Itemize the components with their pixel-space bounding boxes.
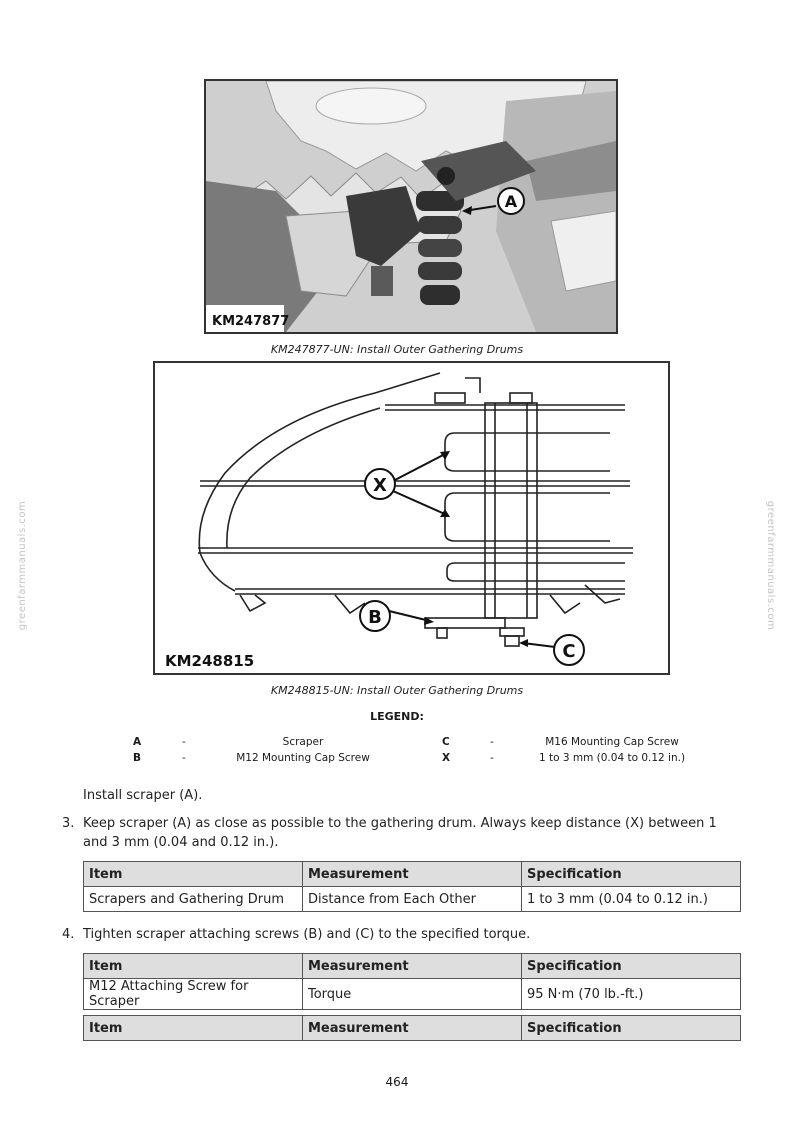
legend-dash: - xyxy=(490,752,494,764)
watermark-right: greenfarmmanuals.com xyxy=(765,500,777,631)
legend-value: 1 to 3 mm (0.04 to 0.12 in.) xyxy=(538,752,686,764)
legend-row xyxy=(120,736,700,752)
table-cell: M12 Attaching Screw for Scraper xyxy=(84,979,303,1010)
spec-table-distance xyxy=(83,861,741,912)
photo-id-label: KM247877 xyxy=(212,314,290,329)
table-header-cell: Item xyxy=(84,954,303,979)
legend-dash: - xyxy=(182,752,186,764)
legend-value: M12 Mounting Cap Screw xyxy=(236,752,370,764)
table-header-cell: Measurement xyxy=(303,862,522,887)
table-cell: Scrapers and Gathering Drum xyxy=(84,887,303,912)
legend-key: B xyxy=(133,752,142,764)
legend-title: LEGEND: xyxy=(370,710,424,723)
table-header-cell: Measurement xyxy=(303,954,522,979)
diagram-id-label: KM248815 xyxy=(165,652,255,670)
legend-dash: - xyxy=(182,736,186,748)
legend-key: X xyxy=(442,752,451,764)
table-cell: Distance from Each Other xyxy=(303,887,522,912)
callout-a: A xyxy=(504,192,518,211)
table-header-cell: Specification xyxy=(522,954,741,979)
callout-b: B xyxy=(368,607,382,628)
table-header-cell: Specification xyxy=(522,1016,741,1041)
legend-key: A xyxy=(133,736,142,748)
table-header-row xyxy=(84,954,741,979)
legend-value: M16 Mounting Cap Screw xyxy=(545,736,679,748)
figure2-caption: KM248815-UN: Install Outer Gathering Drums xyxy=(270,684,524,697)
table-row xyxy=(84,979,741,1010)
callout-x: X xyxy=(373,475,387,496)
photo-install-outer-drum xyxy=(204,79,618,334)
table-cell: Torque xyxy=(303,979,522,1010)
table-header-cell: Measurement xyxy=(303,1016,522,1041)
callout-c: C xyxy=(562,641,576,662)
legend-dash: - xyxy=(490,736,494,748)
legend-table xyxy=(120,736,700,768)
spec-table-torque xyxy=(83,953,741,1010)
table-header-cell: Item xyxy=(84,1016,303,1041)
install-step-text: Install scraper (A). xyxy=(83,788,203,803)
photo-illustration xyxy=(206,81,616,332)
table-row xyxy=(84,887,741,912)
page-number: 464 xyxy=(385,1075,409,1089)
watermark-left: greenfarmmanuals.com xyxy=(17,500,29,631)
spec-table-continued xyxy=(83,1015,741,1041)
diagram-install-outer-drum xyxy=(153,361,670,675)
legend-row xyxy=(120,752,700,768)
figure1-caption: KM247877-UN: Install Outer Gathering Drums xyxy=(270,343,524,356)
step4-text: Tighten scraper attaching screws (B) and (C) to the specified torque. xyxy=(83,927,531,942)
diagram-illustration xyxy=(155,363,668,673)
table-header-cell: Specification xyxy=(522,862,741,887)
table-header-row xyxy=(84,1016,741,1041)
table-cell: 95 N·m (70 lb.-ft.) xyxy=(522,979,741,1010)
table-header-row xyxy=(84,862,741,887)
legend-value: Scraper xyxy=(282,736,324,748)
step3-number: 3. xyxy=(62,816,75,831)
table-header-cell: Item xyxy=(84,862,303,887)
legend-key: C xyxy=(442,736,450,748)
table-cell: 1 to 3 mm (0.04 to 0.12 in.) xyxy=(522,887,741,912)
step4-number: 4. xyxy=(62,927,75,942)
step3-text: Keep scraper (A) as close as possible to the gathering drum. Always keep distance (X) between 1 and 3 mm (0.04 and 0.12 in.). xyxy=(83,816,717,850)
